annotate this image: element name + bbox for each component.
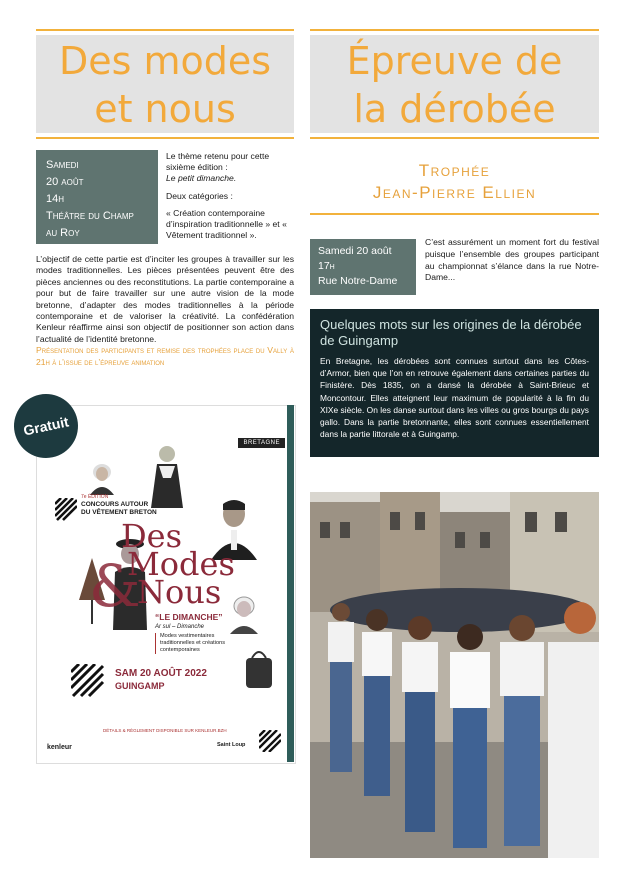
trophy-rule: [310, 213, 599, 215]
date-line: Théâtre du Champ: [46, 210, 134, 222]
theme-description: [166, 151, 294, 247]
portrait-woman-dress-icon: [149, 444, 185, 508]
free-badge-label: Gratuit: [21, 413, 71, 439]
poster-title-line: Des: [121, 517, 183, 555]
poster-title-line: Nous: [137, 573, 222, 611]
poster-ampersand: &: [89, 552, 141, 620]
date-line: au Roy: [46, 227, 80, 239]
stripes-decoration: [259, 730, 281, 752]
dancers-photo: [310, 492, 599, 858]
bottom-rule-right: [310, 137, 599, 139]
top-rule-right: [310, 29, 599, 31]
poster-brand-logo: BRETAGNE: [238, 438, 285, 448]
contest-line: CONCOURS AUTOUR: [81, 501, 149, 508]
page-title-left: [36, 35, 294, 133]
date-line: Rue Notre-Dame: [318, 275, 398, 287]
poster-category: contemporaines: [160, 647, 200, 653]
saint-loup-logo: Saint Loup: [217, 742, 246, 748]
kenleur-logo: kenleur: [47, 744, 72, 751]
poster-contest: [81, 501, 157, 516]
theme-intro: Le thème retenu pour cette sixième édition :: [166, 151, 270, 173]
title-line: la dérobée: [353, 87, 556, 131]
date-box-left: [36, 150, 158, 244]
trophy-line: Jean-Pierre Ellien: [372, 183, 537, 202]
theme-name: Le petit dimanche.: [166, 173, 237, 184]
derobee-intro: C’est assurément un moment fort du festival puisque l’ensemble des groupes participant au championnat s’élance dans la rue Notre-Dame...: [425, 237, 599, 283]
date-line: 20 août: [46, 176, 84, 188]
trophy-ceremony-note: Présentation des participants et remise des trophées place du Vally à 21h à l’issue de l’épreuve animation: [36, 345, 294, 367]
date-box-right: [310, 239, 416, 295]
poster-title-line: Modes: [127, 545, 235, 583]
categories-label: Deux catégories :: [166, 190, 233, 201]
contest-line: DU VÊTEMENT BRETON: [81, 508, 157, 516]
stripes-decoration: [71, 664, 105, 698]
left-body: [36, 254, 294, 368]
bag-icon: [242, 646, 276, 690]
page-title-right: [310, 35, 599, 133]
date-line: Samedi: [46, 159, 79, 171]
poster-date: SAM 20 AOÛT 2022: [115, 668, 207, 679]
poster-categories: [155, 633, 225, 654]
poster-city: GUINGAMP: [115, 681, 165, 691]
poster-side-bar: [287, 405, 294, 762]
top-rule-left: [36, 29, 294, 31]
poster-theme: “LE DIMANCHE”: [155, 612, 223, 622]
stripes-decoration: [55, 498, 77, 522]
trophy-title: [310, 160, 599, 204]
date-line: 14h: [46, 193, 65, 205]
origins-title: Quelques mots sur les origines de la dérobée de Guingamp: [320, 317, 582, 348]
title-line: et nous: [94, 87, 236, 131]
portrait-woman-icon: [87, 461, 117, 495]
trophy-line: Trophée: [418, 161, 491, 180]
poster-edition: 7e ÉDITION: [81, 494, 109, 500]
title-line: Épreuve de: [346, 39, 563, 83]
poster-category: traditionnelles et créations: [160, 640, 225, 646]
date-line: Samedi 20 août: [318, 245, 392, 257]
categories-list: « Création contemporaine d’inspiration traditionnelle » et « Vêtement traditionnel ».: [166, 207, 287, 241]
street-scene-image: [310, 492, 599, 858]
poster-category: Modes vestimentaires: [160, 633, 215, 639]
bottom-rule-left: [36, 137, 294, 139]
left-body-text: L’objectif de cette partie est d’inciter les groupes à travailler sur les modes traditionnelles. Les pièces présentées peuvent être des pièces anciennes ou des reconstitutions. La partie contemporaine a pour but de faire travailler sur une autre vision de la mode bretonne, d’adapter des modes traditionnelles à la période contemporaine et de valoriser la créativité. La confédération Kenleur réaffirme ainsi son objectif de positionner son action dans l’actualité de l’identité bretonne.: [36, 254, 294, 344]
title-line: Des modes: [58, 39, 272, 83]
event-poster: [36, 405, 296, 764]
poster-footer: DÉTAILS & RÈGLEMENT DISPONIBLE SUR KENLEUR.BZH: [103, 728, 227, 733]
origins-box: [310, 309, 599, 457]
poster-theme-sub: Ar sul – Dimanche: [155, 624, 205, 630]
date-line: 17h: [318, 260, 335, 272]
origins-text: En Bretagne, les dérobées sont connues surtout dans les Côtes-d’Armor, bien que l’on en retrouve également dans certaines parties du Finistère. Dès 1835, on a dansé la dérobée à Saint-Brieuc et Moncontour. Elles atteignent leur maximum de popularité à la fin du XIXe siècle. On les danse surtout dans les villes ou gros bourgs du pays gallo. Dans la partie bretonnante, elles sont connues essentiellement dans la partie littorale et à Guingamp.: [320, 356, 589, 440]
